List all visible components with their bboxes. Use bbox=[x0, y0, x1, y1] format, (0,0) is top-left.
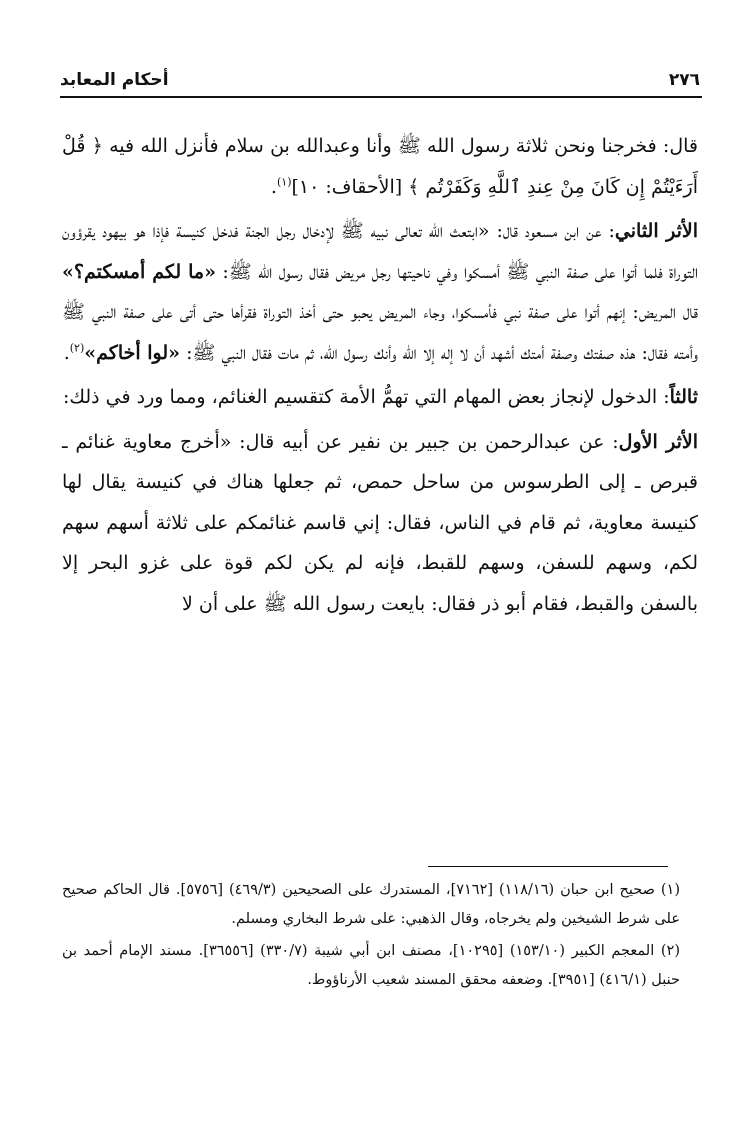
paragraph-3-heading: ثالثاً bbox=[669, 386, 698, 408]
paragraph-1-text: قال: فخرجنا ونحن ثلاثة رسول الله ﷺ وأنا وعبدالله بن سلام فأنزل الله فيه ﴿ قُلْ أَرَءَيْتُمْ إِن كَانَ مِنْ عِندِ ٱللَّهِ وَكَفَرْتُم ﴾ [الأحقاف: ١٠] bbox=[62, 135, 698, 198]
main-text bbox=[62, 126, 698, 628]
paragraph-2: الأثر الثاني: عن ابن مسعود قال: «ابتعث الله تعالى نبيه ﷺ لإدخال رجل الجنة فدخل كنيسة فإذا هو بيهود يقرؤون التوراة فلما أتوا على صفة النبي ﷺ أمسكوا وفي ناحيتها رجل مريض فقال رسول الله ﷺ: «ما لكم أمسكتم؟» قال المريض: إنهم أتوا على صفة نبي فأمسكوا، وجاء المريض يحبو حتى أخذ التوراة فقرأها حتى أتى على صفة النبي ﷺ وأمته فقال: هذه صفتك وصفة أمتك أشهد أن لا إله إلا الله وأنك رسول الله، ثم مات فقال النبي ﷺ: «لوا أخاكم»$^{(٢)}$. bbox=[62, 220, 699, 364]
paragraph-2-quote: «ما لكم أمسكتم؟» bbox=[62, 260, 216, 283]
footnote-1-citation: (١) صحيح ابن حبان (١١٨/١٦) [٧١٦٢]، المستدرك على الصحيحين (٤٦٩/٣) [٥٧٥٦]. bbox=[175, 882, 680, 898]
footnote-1-note: قال الحاكم صحيح على شرط الشيخين ولم يخرجاه، وقال الذهبي: على شرط البخاري ومسلم. bbox=[62, 882, 680, 927]
footnotes bbox=[62, 876, 680, 998]
paragraph-2-quote-2: «لوا أخاكم» bbox=[84, 341, 181, 364]
paragraph-2-heading: الأثر الثاني bbox=[614, 220, 699, 242]
footnote-2 bbox=[62, 937, 680, 995]
paragraph-2-text-continued: قال المريض: إنهم أتوا على صفة نبي فأمسكوا، وجاء المريض يحبو حتى أخذ التوراة فقرأها حتى أتى على صفة النبي ﷺ وأمته فقال: هذه صفتك وصفة أمتك أشهد أن لا إله إلا الله وأنك رسول الله، ثم مات فقال النبي ﷺ: bbox=[62, 301, 698, 364]
header-rule bbox=[60, 96, 702, 98]
running-header bbox=[60, 66, 700, 94]
footnote-ref-2[interactable]: (٢) bbox=[69, 341, 85, 355]
paragraph-2-text: : عن ابن مسعود قال: «ابتعث الله تعالى نبيه ﷺ لإدخال رجل الجنة فدخل كنيسة فإذا هو بيهود يقرؤون التوراة فلما أتوا على صفة النبي ﷺ أمسكوا وفي ناحيتها رجل مريض فقال رسول الله ﷺ: bbox=[62, 220, 699, 283]
footnote-2-citation: (٢) المعجم الكبير (١٥٣/١٠) [١٠٢٩٥]، مصنف ابن أبي شيبة (٣٣٠/٧) [٣٦٥٥٦]. مسند الإمام أحمد بن حنبل (٤١٦/١) [٣٩٥١]. وضعفه محقق المسند شعيب الأرناؤوط. bbox=[62, 943, 680, 988]
paragraph-1: قال: فخرجنا ونحن ثلاثة رسول الله ﷺ وأنا وعبدالله بن سلام فأنزل الله فيه ﴿ قُلْ أَرَءَيْتُمْ إِن كَانَ مِنْ عِندِ ٱللَّهِ وَكَفَرْتُم ﴾ [الأحقاف: ١٠]$^{(١)}$. bbox=[62, 135, 698, 198]
paragraph-4-heading: الأثر الأول bbox=[618, 430, 698, 453]
paragraph-4 bbox=[62, 422, 698, 625]
book-title: أحكام المعابد bbox=[60, 70, 169, 90]
paragraph-4-text: : عن عبدالرحمن بن جبير بن نفير عن أبيه قال: «أخرج معاوية غنائم ـ قبرص ـ إلى الطرسوس من ساحل حمص، ثم جعلها هناك في كنيسة يقال لها كنيسة معاوية، ثم قام في الناس، فقال: إني قاسم غنائمكم على ثلاثة أسهم سهم لكم، وسهم للسفن، وسهم للقبط، فإنه لم يكن لكم قوة على غزو البحر إلا بالسفن والقبط، فقام أبو ذر فقال: بايعت رسول الله ﷺ على أن لا bbox=[62, 430, 698, 615]
footnote-ref-1[interactable]: (١) bbox=[276, 175, 292, 189]
paragraph-3 bbox=[62, 377, 698, 418]
footnote-separator bbox=[428, 866, 668, 867]
page-number: ٢٧٦ bbox=[668, 70, 700, 90]
paragraph-3-text: : الدخول لإنجاز بعض المهام التي تهمُّ الأمة كتقسيم الغنائم، ومما ورد في ذلك: bbox=[62, 386, 670, 408]
footnote-1 bbox=[62, 876, 680, 934]
